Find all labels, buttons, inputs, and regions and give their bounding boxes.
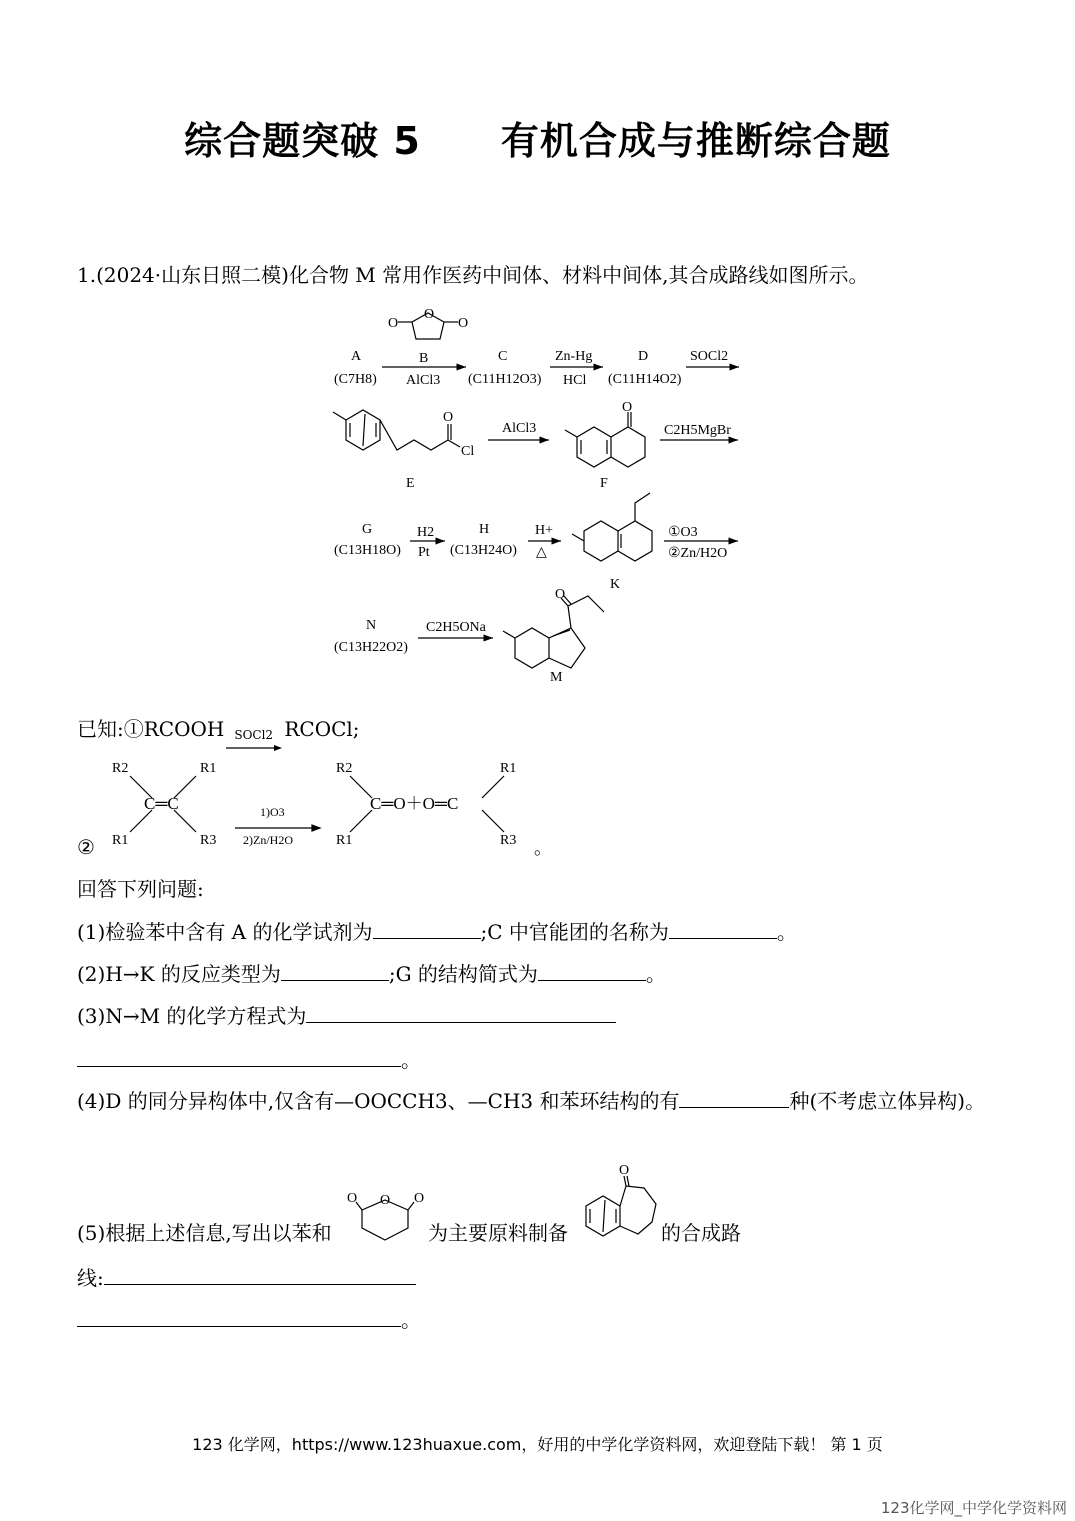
question-3 — [77, 1002, 616, 1029]
q1-blank-1[interactable] — [373, 918, 481, 939]
F-o: O — [622, 400, 633, 415]
q1-text-a: (1)检验苯中含有 A 的化学试剂为 — [77, 920, 373, 944]
step5-top: C2H5MgBr — [664, 423, 731, 438]
E-cl: Cl — [461, 444, 475, 459]
label-B: B — [419, 351, 429, 366]
k2-end: 。 — [534, 838, 552, 858]
q4-text-b: 种(不考虑立体异构)。 — [789, 1089, 986, 1113]
k2-r1-top: R1 — [200, 761, 217, 776]
q5-text-c: 的合成路 — [661, 1221, 741, 1245]
q4-blank[interactable] — [679, 1087, 789, 1108]
benzosuberone-structure — [578, 1158, 663, 1253]
question-2 — [77, 960, 666, 987]
anhydride-o-left: O — [388, 316, 399, 331]
label-C: C — [498, 349, 508, 364]
glutaric-anhydride-structure — [340, 1182, 430, 1252]
anhydride-o-right: O — [458, 316, 469, 331]
question-4 — [77, 1087, 985, 1114]
q2-end: 。 — [645, 962, 666, 986]
q1-text-b: ;C 中官能团的名称为 — [480, 920, 669, 944]
question-5-line3 — [77, 1306, 421, 1333]
reagent-B: AlCl3 — [406, 373, 441, 388]
known1-product: RCOCl; — [284, 717, 360, 741]
question-3-line2 — [77, 1046, 421, 1073]
ozonolysis-scheme — [100, 752, 560, 862]
q2-blank-1[interactable] — [281, 960, 389, 981]
q2-text-b: ;G 的结构简式为 — [388, 962, 538, 986]
ga-o-right: O — [414, 1191, 425, 1206]
compound-M-structure — [503, 587, 604, 668]
label-G: G — [362, 522, 373, 537]
page-title — [0, 110, 1075, 165]
q2-blank-2[interactable] — [538, 960, 646, 981]
q3-end: 。 — [401, 1048, 421, 1072]
formula-H: (C13H24O) — [450, 543, 517, 558]
step2-bottom: HCl — [563, 373, 587, 388]
step7-top: H+ — [535, 523, 554, 538]
q3-blank-1[interactable] — [306, 1002, 616, 1023]
known-2-number: ② — [77, 835, 95, 859]
k2-prod-r2: R2 — [336, 761, 353, 776]
compound-E-structure — [333, 410, 474, 459]
q1-blank-2[interactable] — [669, 918, 777, 939]
k2-cond1: 1)O3 — [260, 805, 285, 819]
step8-bottom: ②Zn/H2O — [668, 546, 728, 561]
page-footer: 123 化学网，https://www.123huaxue.com，好用的中学化学资料网，欢迎登陆下载！ 第 1 页 — [192, 1435, 883, 1454]
E-o: O — [443, 410, 454, 425]
formula-N: (C13H22O2) — [334, 640, 408, 655]
label-E: E — [406, 476, 415, 491]
watermark-text: 123化学网_中学化学资料网 — [880, 1499, 1067, 1517]
step8-top: ①O3 — [668, 525, 698, 540]
succinic-anhydride-structure — [388, 307, 468, 339]
known1-reagent: SOCl2 — [234, 728, 274, 742]
q5-text-b: 为主要原料制备 — [428, 1221, 568, 1245]
question-1 — [77, 918, 797, 945]
label-F: F — [600, 476, 608, 491]
q3-blank-2[interactable] — [77, 1046, 401, 1067]
k2-r3-right: R3 — [200, 833, 217, 848]
ga-o-ring: O — [380, 1193, 391, 1208]
q5-text-a: (5)根据上述信息,写出以苯和 — [77, 1221, 332, 1245]
k2-alkene: C═C — [144, 794, 179, 813]
k2-prod-r1: R1 — [336, 833, 353, 848]
step7-bottom: △ — [536, 545, 547, 560]
k2-prod-r3: R3 — [500, 833, 517, 848]
k2-cond2: 2)Zn/H2O — [243, 833, 293, 847]
step4-top: AlCl3 — [502, 421, 537, 436]
step2-top: Zn-Hg — [555, 349, 593, 364]
k2-r2-left: R2 — [112, 761, 129, 776]
formula-G: (C13H18O) — [334, 543, 401, 558]
step6-bottom: Pt — [418, 545, 430, 560]
label-M: M — [550, 670, 563, 685]
anhydride-o-ring: O — [424, 307, 435, 322]
label-D: D — [638, 349, 649, 364]
answer-prompt: 回答下列问题: — [77, 877, 204, 901]
label-N: N — [366, 618, 377, 633]
step6-top: H2 — [417, 525, 435, 540]
q5-line2: 线: — [77, 1266, 104, 1290]
ga-o-left: O — [347, 1191, 358, 1206]
q1-end: 。 — [776, 920, 797, 944]
formula-A: (C7H8) — [334, 372, 377, 387]
label-K: K — [610, 577, 621, 592]
formula-D: (C11H14O2) — [608, 372, 682, 387]
q2-text-a: (2)H→K 的反应类型为 — [77, 962, 281, 986]
step3-top: SOCl2 — [690, 349, 729, 364]
q5-blank-2[interactable] — [77, 1306, 401, 1327]
q4-text-a: (4)D 的同分异构体中,仅含有—OOCCH3、—CH3 和苯环结构的有 — [77, 1089, 680, 1113]
known-1 — [77, 716, 360, 742]
compound-K-structure — [572, 493, 652, 561]
label-A: A — [351, 349, 362, 364]
label-H: H — [479, 522, 490, 537]
bs-o: O — [619, 1163, 630, 1178]
formula-C: (C11H12O3) — [468, 372, 542, 387]
known1-prefix: 已知:①RCOOH — [77, 717, 225, 741]
question-5-line2 — [77, 1264, 416, 1291]
question-stem: 1.(2024·山东日照二模)化合物 M 常用作医药中间体、材料中间体,其合成路线如图所示。 — [77, 263, 869, 287]
M-o: O — [555, 587, 566, 602]
title-part2: 有机合成与推断综合题 — [500, 119, 891, 163]
q3-text: (3)N→M 的化学方程式为 — [77, 1004, 307, 1028]
k2-r1-left: R1 — [112, 833, 129, 848]
k2-products: C═O＋O═C — [370, 794, 459, 813]
q5-blank-1[interactable] — [104, 1264, 416, 1285]
k2-prod-r1-right: R1 — [500, 761, 517, 776]
synthesis-scheme — [0, 300, 1075, 700]
compound-F-structure — [565, 400, 645, 467]
step9-top: C2H5ONa — [426, 620, 486, 635]
title-part1: 综合题突破 5 — [184, 119, 421, 163]
q5-end: 。 — [401, 1308, 421, 1332]
